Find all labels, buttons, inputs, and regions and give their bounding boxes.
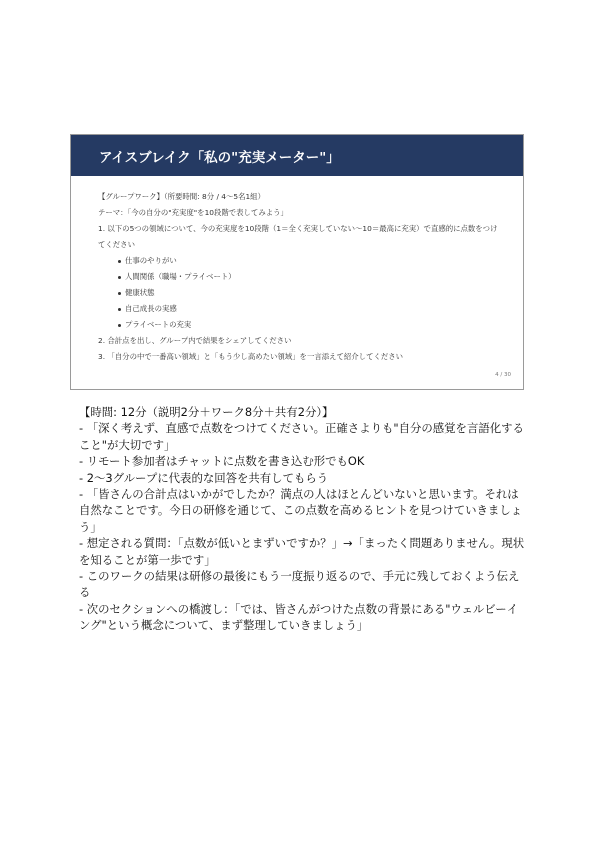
bullet-icon bbox=[118, 260, 121, 263]
slide-thumbnail bbox=[70, 134, 524, 390]
list-item: 健康状態 bbox=[98, 285, 501, 301]
notes-line: - 次のセクションへの橋渡し：「では、皆さんがつけた点数の背景にある"ウェルビーイング"という概念について、まず整理していきましょう」 bbox=[79, 601, 518, 633]
list-item: プライベートの充実 bbox=[98, 317, 501, 333]
list-item: 自己成長の実感 bbox=[98, 301, 501, 317]
notes-line: - このワークの結果は研修の最後にもう一度振り返るので、手元に残しておくよう伝える bbox=[79, 569, 520, 600]
list-item: 仕事のやりがい bbox=[98, 253, 501, 269]
group-work-label: 【グループワーク】（所要時間: 8分 / 4〜5名1組） bbox=[98, 192, 265, 201]
bullet-icon bbox=[118, 276, 121, 279]
bullet-icon bbox=[118, 324, 121, 327]
theme-line: テーマ：「今の自分の"充実度"を10段階で表してみよう」 bbox=[98, 208, 288, 217]
step-3: 3. 「自分の中で一番高い領域」と「もう少し高めたい領域」を一言添えて紹介してください bbox=[98, 352, 404, 361]
notes-line: - 想定される質問：「点数が低いとまずいですか？」→「まったく問題ありません。現状を知ることが第一歩です」 bbox=[79, 536, 525, 567]
page-number: 4 / 30 bbox=[495, 372, 511, 378]
notes-line: - 「皆さんの合計点はいかがでしたか？満点の人はほとんどいないと思います。それは自然なことです。今日の研修を通じて、この点数を高めるヒントを見つけていきましょう」 bbox=[79, 487, 523, 534]
slide-title: アイスブレイク「私の"充実メーター"」 bbox=[99, 149, 340, 166]
slide-body bbox=[71, 176, 523, 365]
speaker-notes bbox=[79, 404, 525, 634]
notes-line: - リモート参加者はチャットに点数を書き込む形でもOK bbox=[79, 454, 365, 469]
bullet-icon bbox=[118, 308, 121, 311]
domain-list bbox=[98, 253, 501, 333]
notes-line: - 2〜3グループに代表的な回答を共有してもらう bbox=[79, 470, 329, 485]
list-item: 人間関係（職場・プライベート） bbox=[98, 269, 501, 285]
step-2: 2. 合計点を出し、グループ内で結果をシェアしてください bbox=[98, 336, 292, 345]
step-1: 1. 以下の5つの領域について、今の充実度を10段階（1＝全く充実していない〜10＝最高に充実）で直感的に点数をつけてください bbox=[98, 224, 498, 249]
notes-line: - 「深く考えず、直感で点数をつけてください。正確さよりも"自分の感覚を言語化すること"が大切です」 bbox=[79, 421, 524, 452]
slide-header bbox=[71, 135, 523, 176]
notes-time-heading: 【時間: 12分（説明2分＋ワーク8分＋共有2分）】 bbox=[79, 405, 334, 419]
bullet-icon bbox=[118, 292, 121, 295]
